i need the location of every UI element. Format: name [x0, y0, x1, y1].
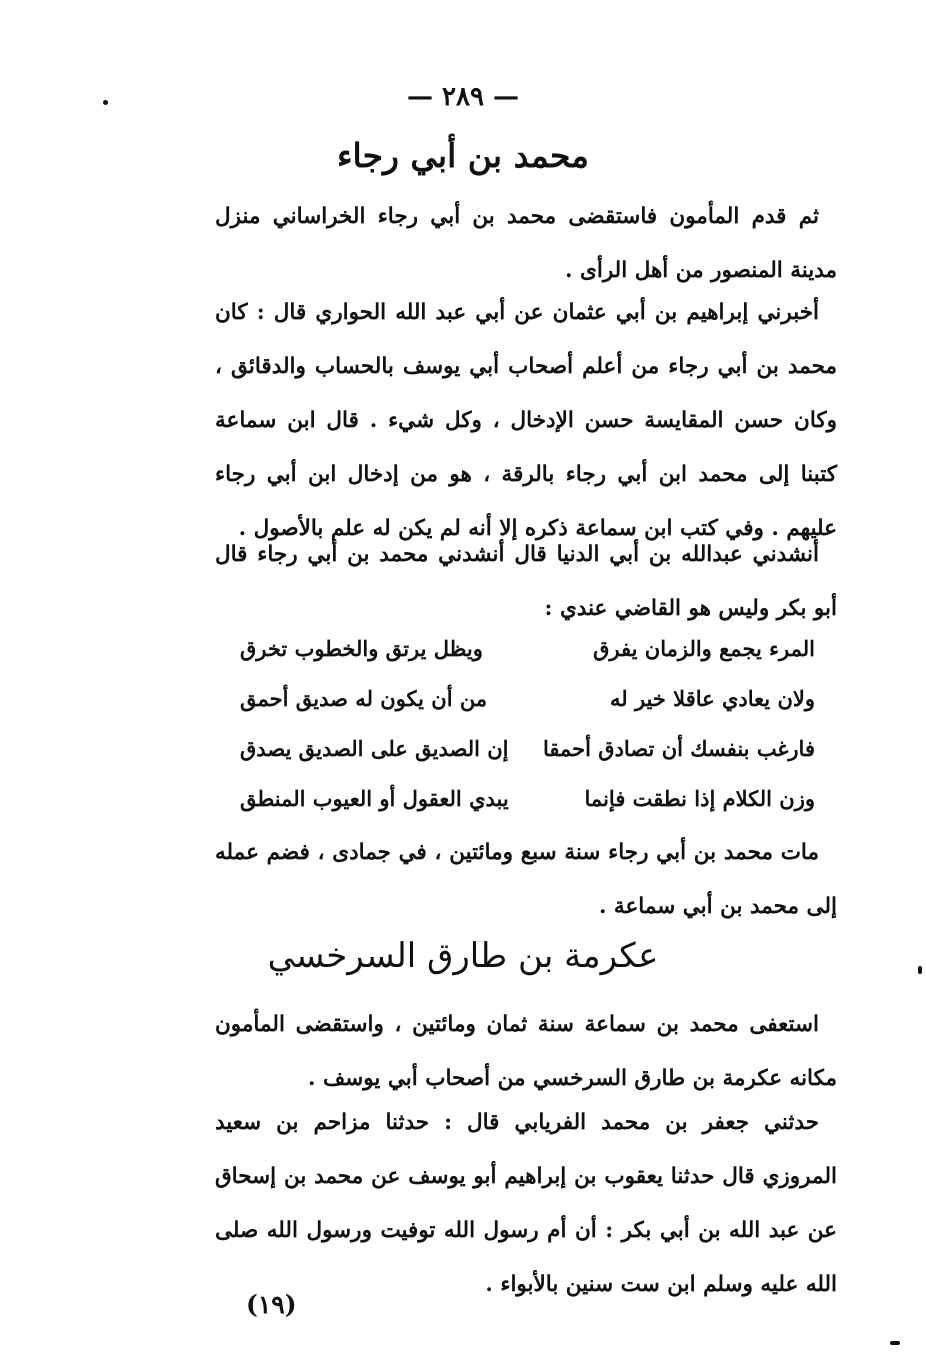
verse-second-hemistich: ويظل يرتق والخطوب تخرق	[240, 636, 483, 661]
paragraph	[215, 998, 837, 1106]
paragraph	[215, 286, 837, 556]
paragraph-text: ثم قدم المأمون فاستقضى محمد بن أبي رجاء الخراساني منزل مدينة المنصور من أهل الرأى .	[215, 204, 837, 283]
verse-first-hemistich: وزن الكلام إذا نطقت فإنما	[584, 786, 815, 811]
paragraph-text: استعفى محمد بن سماعة سنة ثمان ومائتين ، واستقضى المأمون مكانه عكرمة بن طارق السرخسي من أصحاب أبي يوسف .	[215, 1012, 837, 1091]
signature-mark: (١٩)	[246, 1290, 297, 1319]
poem	[240, 624, 815, 824]
verse-first-hemistich: المرء يجمع والزمان يفرق	[593, 636, 815, 661]
verse-first-hemistich: فارغب بنفسك أن تصادق أحمقا	[543, 736, 815, 761]
page-number: — ٢٨٩ —	[406, 82, 520, 112]
poem-verse	[240, 624, 815, 674]
paragraph	[215, 1096, 837, 1312]
ink-speck	[890, 1341, 900, 1345]
section-title: محمد بن أبي رجاء	[337, 136, 589, 175]
paragraph	[215, 528, 837, 636]
verse-first-hemistich: ولان يعادي عاقلا خير له	[609, 686, 815, 711]
verse-second-hemistich: يبدي العقول أو العيوب المنطق	[240, 786, 509, 811]
ink-speck	[918, 966, 922, 974]
poem-verse	[240, 724, 815, 774]
paragraph-text: حدثني جعفر بن محمد الفريابي قال : حدثنا مزاحم بن سعيد المروزي قال حدثنا يعقوب بن إبراهيم أبو يوسف عن محمد بن إسحاق عن عبد الله بن أبي بكر : أن أم رسول الله توفيت ورسول الله صلى الله عليه وسلم ابن ست سنين بالأبواء .	[215, 1110, 837, 1297]
verse-second-hemistich: من أن يكون له صديق أحمق	[240, 686, 488, 711]
paragraph-text: أنشدني عبدالله بن أبي الدنيا قال أنشدني محمد بن أبي رجاء قال أبو بكر وليس هو القاضي عندي :	[215, 542, 837, 621]
paragraph	[215, 190, 837, 298]
paragraph	[215, 826, 837, 934]
poem-verse	[240, 674, 815, 724]
paragraph-text: أخبرني إبراهيم بن أبي عثمان عن أبي عبد الله الحواري قال : كان محمد بن أبي رجاء من أعلم أصحاب أبي يوسف بالحساب والدقائق ، وكان حسن المقايسة حسن الإدخال ، وكل شيء . قال ابن سماعة كتبنا إلى محمد ابن أبي رجاء بالرقة ، هو من إدخال ابن أبي رجاء عليهم . وفي كتب ابن سماعة ذكره إلا أنه لم يكن له علم بالأصول .	[215, 300, 837, 541]
paragraph-text: مات محمد بن أبي رجاء سنة سبع ومائتين ، في جمادى ، فضم عمله إلى محمد بن أبي سماعة .	[215, 840, 837, 919]
poem-verse	[240, 774, 815, 824]
verse-second-hemistich: إن الصديق على الصديق يصدق	[240, 736, 509, 761]
section-title: عكرمة بن طارق السرخسي	[267, 936, 659, 976]
